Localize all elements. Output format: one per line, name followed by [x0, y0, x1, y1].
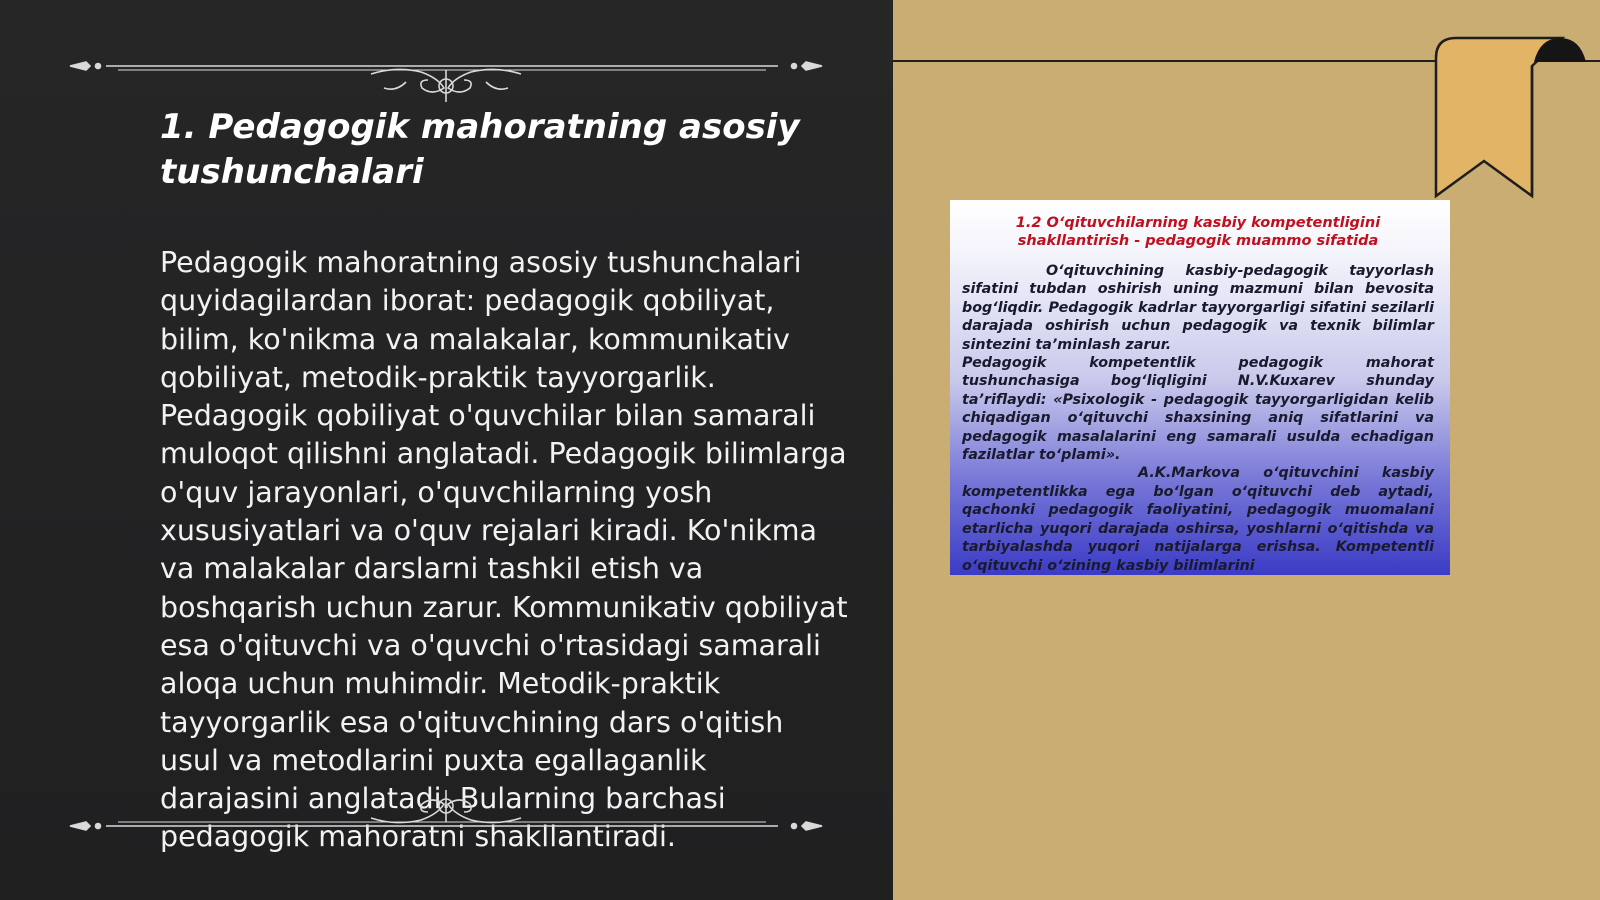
slide-body-text: Pedagogik mahoratning asosiy tushunchalari quyidagilardan iborat: pedagogik qobiliyat, bilim, ko'nikma va malakalar, kommunikativ qobiliyat, metodik-praktik tayyorgarlik. Pedagogik qobiliyat o'quvchilar bilan samarali muloqot qilishni anglatadi. Pedagogik bilimlarga o'quv jarayonlari, o'quvchilarning yosh xususiyatlari va o'quv rejalari kiradi. Ko'nikma va malakalar darslarni tashkil etish va boshqarish uchun zarur. Kommunikativ qobiliyat esa o'qituvchi va o'quvchi o'rtasidagi samarali aloqa uchun muhimdir. Metodik-praktik tayyorgarlik esa o'qituvchining dars o'qitish usul va metodlarini puxta egallaganlik darajasini anglatadi. Bularning barchasi pedagogik mahoratni shakllantiradi. — [160, 246, 848, 854]
slide-title: 1. Pedagogik mahoratning asosiy tushunchalari — [160, 107, 800, 192]
bottom-ornament-divider-icon — [66, 790, 826, 840]
document-heading: 1.2 O‘qituvchilarning kasbiy kompetentligini shakllantirish - pedagogik muammo sifatida — [1015, 215, 1381, 249]
document-paragraph: Pedagogik kompetentlik pedagogik mahorat tushunchasiga bog‘liqligini N.V.Kuxarev shunday ta’riflaydi: «Psixologik - pedagogik tayyorgarligidan kelib chiqadigan o‘qituvchi shaxsining aniq sifatlarini va pedagogik masalalarini eng samarali usulda echadigan fazilatlar to‘plami». — [962, 355, 1434, 464]
top-ornament-divider-icon — [66, 52, 826, 102]
document-paragraph: O‘qituvchining kasbiy-pedagogik tayyorlash sifatini tubdan oshirish uning mazmuni bilan bevosita bog‘liqdir. Pedagogik kadrlar tayyorgarligi sifatini sezilarli darajada oshirish uchun pedagogik va texnik bilimlar sintezini ta’minlash zarur. — [962, 263, 1434, 353]
document-paragraph: A.K.Markova o‘qituvchini kasbiy kompetentlikka ega bo‘lgan o‘qituvchi deb aytadi, qachonki pedagogik faoliyatini, pedagogik muomalani etarlicha yuqori darajada oshirsa, yoshlarni o‘qitishda va tarbiyalashda yuqori natijalarga erishsa. Kompetentli o‘qituvchi o‘zining kasbiy bilimlarini — [962, 465, 1434, 574]
document-scan-image — [950, 200, 1450, 575]
bookmark-ribbon-icon — [1434, 36, 1600, 200]
